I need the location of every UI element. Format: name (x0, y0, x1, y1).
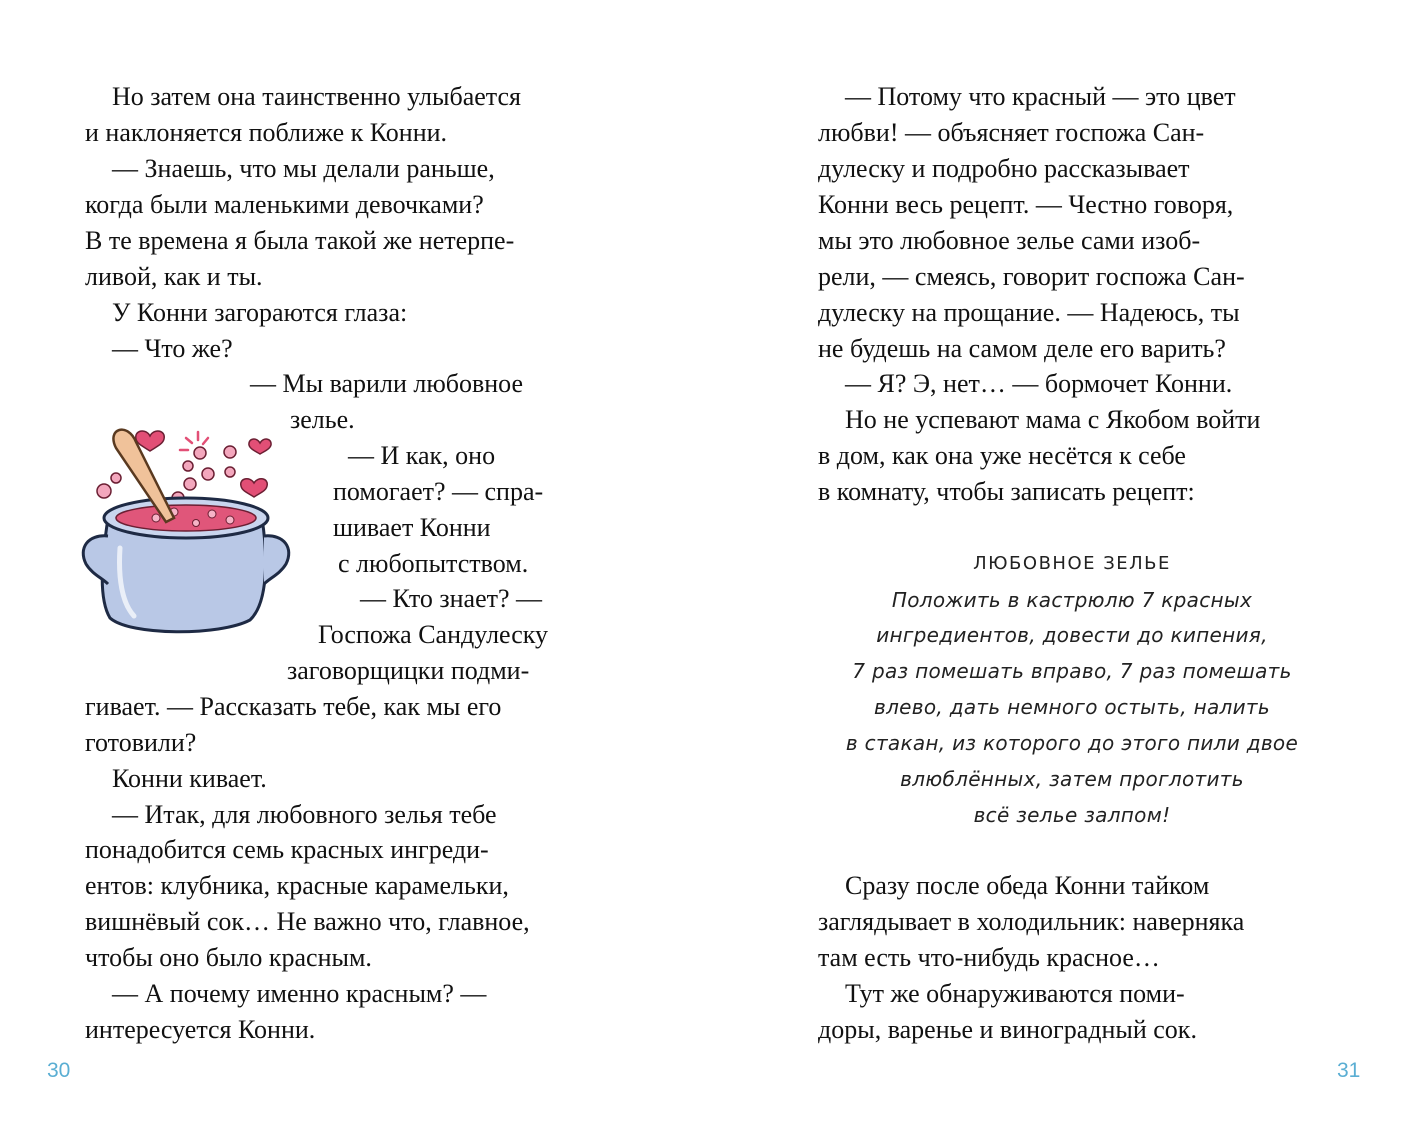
text-line: — Я? Э, нет… — бормочет Конни. (845, 369, 1233, 398)
text-line: рели, — смеясь, говорит госпожа Сан- (818, 262, 1245, 291)
recipe-line: в стакан, из которого до этого пили двое (845, 731, 1299, 755)
text-line: заговорщицки подми- (287, 656, 530, 685)
text-line: чтобы оно было красным. (85, 943, 372, 972)
text-line: любви! — объясняет госпожа Сан- (818, 118, 1205, 147)
page-number: 30 (47, 1059, 71, 1082)
text-line: дулеску и подробно рассказывает (818, 154, 1190, 183)
text-line: с любопытством. (338, 549, 529, 578)
text-line: Конни весь рецепт. — Честно говоря, (818, 190, 1234, 219)
text-line: в комнату, чтобы записать рецепт: (818, 477, 1195, 506)
text-line: У Конни загораются глаза: (112, 298, 408, 327)
text-line: в дом, как она уже несётся к себе (818, 441, 1186, 470)
text-line: Тут же обнаруживаются поми- (845, 979, 1185, 1008)
text-line: — И как, оно (348, 441, 496, 470)
text-line: понадобится семь красных ингреди- (85, 835, 489, 864)
text-line: не будешь на самом деле его варить? (818, 334, 1226, 363)
text-line: зелье. (290, 405, 355, 434)
text-line: — Знаешь, что мы делали раньше, (112, 154, 495, 183)
text-line: готовили? (85, 728, 197, 757)
text-line: ливой, как и ты. (85, 262, 263, 291)
text-line: ентов: клубника, красные карамельки, (85, 871, 509, 900)
text-line: — Потому что красный — это цвет (845, 82, 1236, 111)
text-line: — Мы варили любовное (250, 369, 524, 398)
text-line: В те времена я была такой же нетерпе- (85, 226, 515, 255)
recipe-line: влюблённых, затем проглотить (900, 767, 1244, 791)
page-number: 31 (1337, 1059, 1361, 1082)
text-line: Конни кивает. (112, 764, 267, 793)
recipe-line: влево, дать немного остыть, налить (874, 695, 1270, 719)
text-line: интересуется Конни. (85, 1015, 316, 1044)
recipe-title: ЛЮБОВНОЕ ЗЕЛЬЕ (973, 553, 1171, 574)
text-line: Госпожа Сандулеску (318, 620, 549, 649)
text-line: Но не успевают мама с Якобом войти (845, 405, 1261, 434)
text-line: шивает Конни (333, 513, 491, 542)
text-line: Но затем она таинственно улыбается (112, 82, 521, 111)
text-line: мы это любовное зелье сами изоб- (818, 226, 1201, 255)
text-line: — Итак, для любовного зелья тебе (112, 800, 497, 829)
text-line: гивает. — Рассказать тебе, как мы его (85, 692, 502, 721)
text-line: там есть что-нибудь красное… (818, 943, 1160, 972)
recipe-line: ингредиентов, довести до кипения, (876, 623, 1268, 647)
recipe-line: всё зелье залпом! (973, 803, 1171, 827)
text-line: помогает? — спра- (333, 477, 544, 506)
text-line: дулеску на прощание. — Надеюсь, ты (818, 298, 1240, 327)
text-line: — Что же? (112, 334, 233, 363)
text-line: когда были маленькими девочками? (85, 190, 484, 219)
text-line: заглядывает в холодильник: наверняка (818, 907, 1245, 936)
text-line: вишнёвый сок… Не важно что, главное, (85, 907, 530, 936)
cooking-pot-with-hearts-icon (70, 408, 310, 648)
recipe-line: 7 раз помешать вправо, 7 раз помешать (852, 659, 1292, 683)
text-line: доры, варенье и виноградный сок. (818, 1015, 1197, 1044)
text-line: — А почему именно красным? — (112, 979, 487, 1008)
text-line: — Кто знает? — (360, 584, 543, 613)
text-line: и наклоняется поближе к Конни. (85, 118, 448, 147)
text-line: Сразу после обеда Конни тайком (845, 871, 1210, 900)
recipe-line: Положить в кастрюлю 7 красных (891, 588, 1253, 612)
